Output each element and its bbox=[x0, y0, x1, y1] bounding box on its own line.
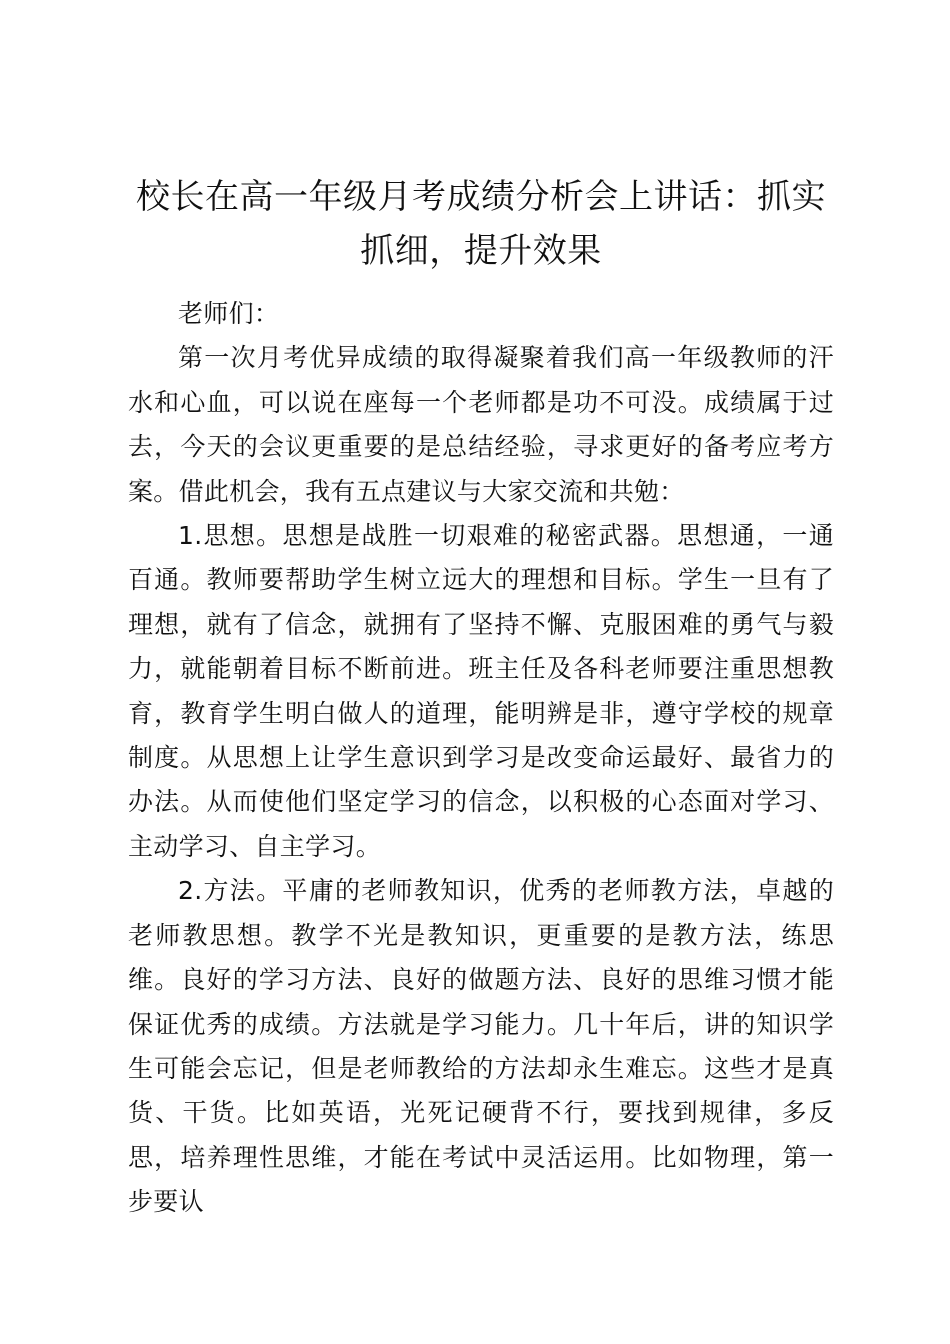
document-body bbox=[128, 170, 834, 1225]
paragraph-point-2-method: 2.方法。平庸的老师教知识，优秀的老师教方法，卓越的老师教思想。教学不光是教知识，更重要的是教方法，练思维。良好的学习方法、良好的做题方法、良好的思维习惯才能保证优秀的成绩。方法就是学习能力。几十年后，讲的知识学生可能会忘记，但是老师教给的方法却永生难忘。这些才是真货、干货。比如英语，光死记硬背不行，要找到规律，多反思，培养理性思维，才能在考试中灵活运用。比如物理，第一步要认 bbox=[128, 876, 834, 1217]
paragraph-point-1-thought: 1.思想。思想是战胜一切艰难的秘密武器。思想通，一通百通。教师要帮助学生树立远大的理想和目标。学生一旦有了理想，就有了信念，就拥有了坚持不懈、克服困难的勇气与毅力，就能朝着目标不断前进。班主任及各科老师要注重思想教育，教育学生明白做人的道理，能明辨是非，遵守学校的规章制度。从思想上让学生意识到学习是改变命运最好、最省力的办法。从而使他们坚定学习的信念，以积极的心态面对学习、主动学习、自主学习。 bbox=[128, 521, 834, 861]
document-title: 校长在高一年级月考成绩分析会上讲话：抓实抓细，提升效果 bbox=[136, 177, 826, 271]
paragraph-intro: 第一次月考优异成绩的取得凝聚着我们高一年级教师的汗水和心血，可以说在座每一个老师都是功不可没。成绩属于过去，今天的会议更重要的是总结经验，寻求更好的备考应考方案。借此机会，我有五点建议与大家交流和共勉： bbox=[128, 343, 834, 506]
greeting: 老师们： bbox=[178, 299, 280, 328]
